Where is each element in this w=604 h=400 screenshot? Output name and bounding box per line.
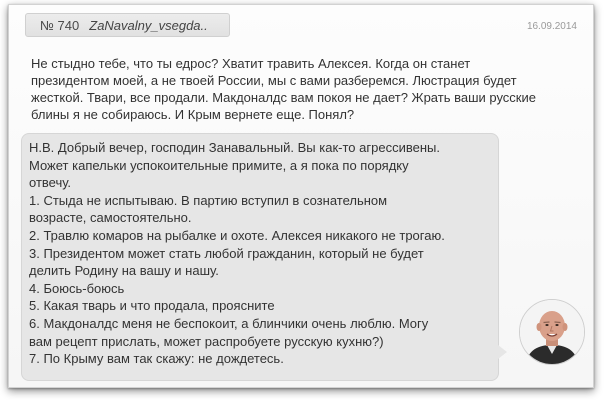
avatar xyxy=(519,299,585,365)
question-text: Не стыдно тебе, что ты едрос? Хватит травить Алексея. Когда он станет президентом моей, а не твоей России, мы с вами разберемся. Люстрация будет жесткой. Твари, все продали. Макдоналдс вам покоя не дает? Жрать ваши русские блины я не собираюсь. И Крым вернете еще. Понял? xyxy=(31,56,536,122)
post-meta xyxy=(9,5,593,45)
post-date: 16.09.2014 xyxy=(526,21,577,32)
post-tag[interactable] xyxy=(25,13,230,37)
qa-card xyxy=(8,4,594,388)
post-username[interactable]: ZaNavalny_vsegda.. xyxy=(89,18,208,33)
post-number: № 740 xyxy=(40,18,80,33)
bubble-tail xyxy=(498,345,507,359)
answer-text: Н.В. Добрый вечер, господин Занавальный. Вы как-то агрессивены. Может капельки успокоительные примите, а я пока по порядку отвечу. 1. Стыда не испытываю. В партию вступил в сознательном возрасте, самостоятельно. 2. Травлю комаров на рыбалке и охоте. Алексея никакого не трогаю. 3. Президентом может стать любой гражданин, который не будет делить Родину на вашу и нашу. 4. Боюсь-боюсь 5. Какая тварь и что продала, проясните 6. Макдоналдс меня не беспокоит, а блинчики очень люблю. Могу вам рецепт прислать, может распробуете русскую кухню?) 7. По Крыму вам так скажу: не дождетесь. xyxy=(29,140,445,367)
person-portrait-icon xyxy=(520,300,584,364)
